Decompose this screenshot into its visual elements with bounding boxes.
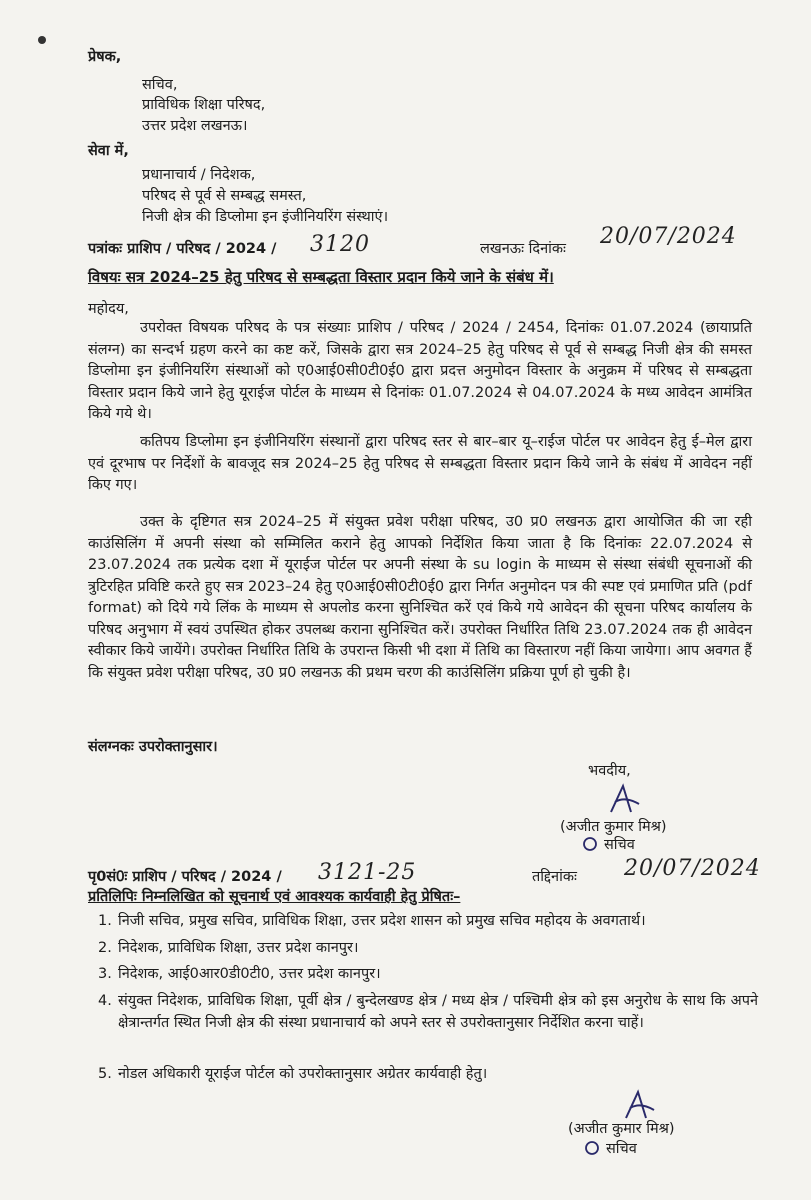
punch-hole-mark [38, 36, 46, 44]
salutation: महोदय, [88, 301, 129, 317]
subject-line: विषयः सत्र 2024–25 हेतु परिषद से सम्बद्धता विस्तार प्रदान किये जाने के संबंध में। [88, 268, 554, 286]
list-item [98, 937, 758, 959]
initials-mark [582, 836, 600, 852]
copy-heading: प्रतिलिपिः निम्नलिखित को सूचनार्थ एवं आवश्यक कार्यवाही हेतु प्रेषितः– [88, 889, 461, 905]
sender-line: सचिव, [142, 77, 178, 93]
handwritten-endorsement-date: 20/07/2024 [624, 856, 761, 881]
recipient-line: प्रधानाचार्य / निदेशक, [142, 167, 256, 183]
recipient-line: परिषद से पूर्व से सम्बद्ध समस्त, [142, 188, 307, 204]
sender-line: प्राविधिक शिक्षा परिषद, [142, 97, 266, 113]
list-text: निजी सचिव, प्रमुख सचिव, प्राविधिक शिक्षा, उत्तर प्रदेश शासन को प्रमुख सचिव महोदय के अवगतार्थ। [118, 913, 646, 929]
handwritten-endorsement-number: 3121-25 [318, 860, 417, 885]
signatory-name: (अजीत कुमार मिश्र) [568, 1121, 675, 1137]
handwritten-letter-number: 3120 [310, 232, 370, 257]
body-paragraph: कतिपय डिप्लोमा इन इंजीनियरिंग संस्थानों द्वारा परिषद स्तर से बार–बार यू–राईज पोर्टल पर आवेदन हेतु ई–मेल द्वारा एवं दूरभाष पर निर्देशों के बावजूद सत्र 2024–25 हेतु परिषद से सम्बद्धता विस्तार प्रदान किये जाने के संबंध में आवेदन नहीं किए गए। [88, 434, 752, 493]
list-item [98, 1063, 758, 1085]
list-item [98, 963, 758, 985]
sender-line: उत्तर प्रदेश लखनऊ। [142, 118, 248, 134]
endorsement-date-label: तद्दिनांकः [532, 869, 577, 885]
sender-label: प्रेषक, [88, 49, 122, 65]
list-text: नोडल अधिकारी यूराईज पोर्टल को उपरोक्तानुसार अग्रेतर कार्यवाही हेतु। [118, 1066, 488, 1082]
list-text: निदेशक, प्राविधिक शिक्षा, उत्तर प्रदेश कानपुर। [118, 940, 359, 956]
list-number: 1. [98, 913, 112, 929]
signature-mark [605, 782, 645, 818]
handwritten-date: 20/07/2024 [600, 224, 737, 249]
recipient-line: निजी क्षेत्र की डिप्लोमा इन इंजीनियरिंग संस्थाएं। [142, 209, 389, 225]
signatory-name: (अजीत कुमार मिश्र) [560, 819, 667, 835]
reference-number: पत्रांकः प्राशिप / परिषद / 2024 / [88, 241, 277, 257]
recipient-label: सेवा में, [88, 143, 129, 159]
body-paragraph: उपरोक्त विषयक परिषद के पत्र संख्याः प्राशिप / परिषद / 2024 / 2454, दिनांकः 01.07.2024 (छायाप्रति संलग्न) का सन्दर्भ ग्रहण करने का कष्ट करें, जिसके द्वारा सत्र 2024–25 हेतु परिषद से पूर्व से सम्बद्ध निजी क्षेत्र की समस्त डिप्लोमा इन इंजीनियरिंग संस्थाओं को ए0आई0सी0टी0ई0 द्वारा प्रदत्त अनुमोदन विस्तार के अनुक्रम में परिषद से सम्बद्धता विस्तार प्रदान किये जाने हेतु यूराईज पोर्टल के माध्यम से दिनांकः 01.07.2024 से 04.07.2024 के मध्य आवेदन आमंत्रित किये गये थे। [88, 320, 752, 422]
list-text: संयुक्त निदेशक, प्राविधिक शिक्षा, पूर्वी क्षेत्र / बुन्देलखण्ड क्षेत्र / मध्य क्षेत्र / पश्चिमी क्षेत्र को इस अनुरोध के साथ कि अपने क्षेत्रान्तर्गत स्थित निजी क्षेत्र की संस्था प्रधानाचार्य को अपने स्तर से उपरोक्तानुसार निर्देशित करना चाहें। [118, 993, 758, 1031]
endorsement-number: पृ0सं0ः प्राशिप / परिषद / 2024 / [88, 869, 282, 885]
closing: भवदीय, [588, 763, 631, 779]
list-item [98, 990, 758, 1034]
signature-mark [620, 1088, 660, 1124]
body-paragraph: उक्त के दृष्टिगत सत्र 2024–25 में संयुक्त प्रवेश परीक्षा परिषद, उ0 प्र0 लखनऊ द्वारा आयोजित की जा रही काउंसिलिंग में अपनी संस्था को सम्मिलित कराने हेतु आपको निर्देशित किया जाता है कि दिनांकः 22.07.2024 से 23.07.2024 तक प्रत्येक दशा में यूराईज पोर्टल पर अपनी संस्था के su login के माध्यम से संस्था संबंधी सूचनाओं की त्रुटिरहित प्रविष्टि करते हुए सत्र 2023–24 हेतु ए0आई0सी0टी0ई0 द्वारा निर्गत अनुमोदन पत्र की स्पष्ट एवं प्रमाणित प्रति (pdf format) को दिये गये लिंक के माध्यम से अपलोड करना सुनिश्चित करें एवं किये गये आवेदन की सूचना परिषद कार्यालय के परिषद अनुभाग में स्वयं उपस्थित होकर उपलब्ध कराना सुनिश्चित करें। उपरोक्त निर्धारित तिथि 23.07.2024 तक ही आवेदन स्वीकार किये जायेंगे। उपरोक्त निर्धारित तिथि के उपरान्त किसी भी दशा में तिथि का विस्तारण नहीं किया जायेगा। आप अवगत हैं कि संयुक्त प्रवेश परीक्षा परिषद, उ0 प्र0 लखनऊ की प्रथम चरण की काउंसिलिंग प्रक्रिया पूर्ण हो चुकी है। [88, 514, 752, 681]
enclosure-note: संलग्नकः उपरोक्तानुसार। [88, 739, 218, 755]
signatory-title: सचिव [604, 837, 635, 853]
date-label: लखनऊः दिनांकः [480, 241, 566, 257]
list-number: 3. [98, 966, 112, 982]
list-number: 2. [98, 940, 112, 956]
initials-mark [584, 1140, 602, 1156]
list-number: 4. [98, 993, 112, 1009]
list-number: 5. [98, 1066, 112, 1082]
signatory-title: सचिव [606, 1141, 637, 1157]
list-item [98, 910, 758, 932]
list-text: निदेशक, आई0आर0डी0टी0, उत्तर प्रदेश कानपुर। [118, 966, 381, 982]
